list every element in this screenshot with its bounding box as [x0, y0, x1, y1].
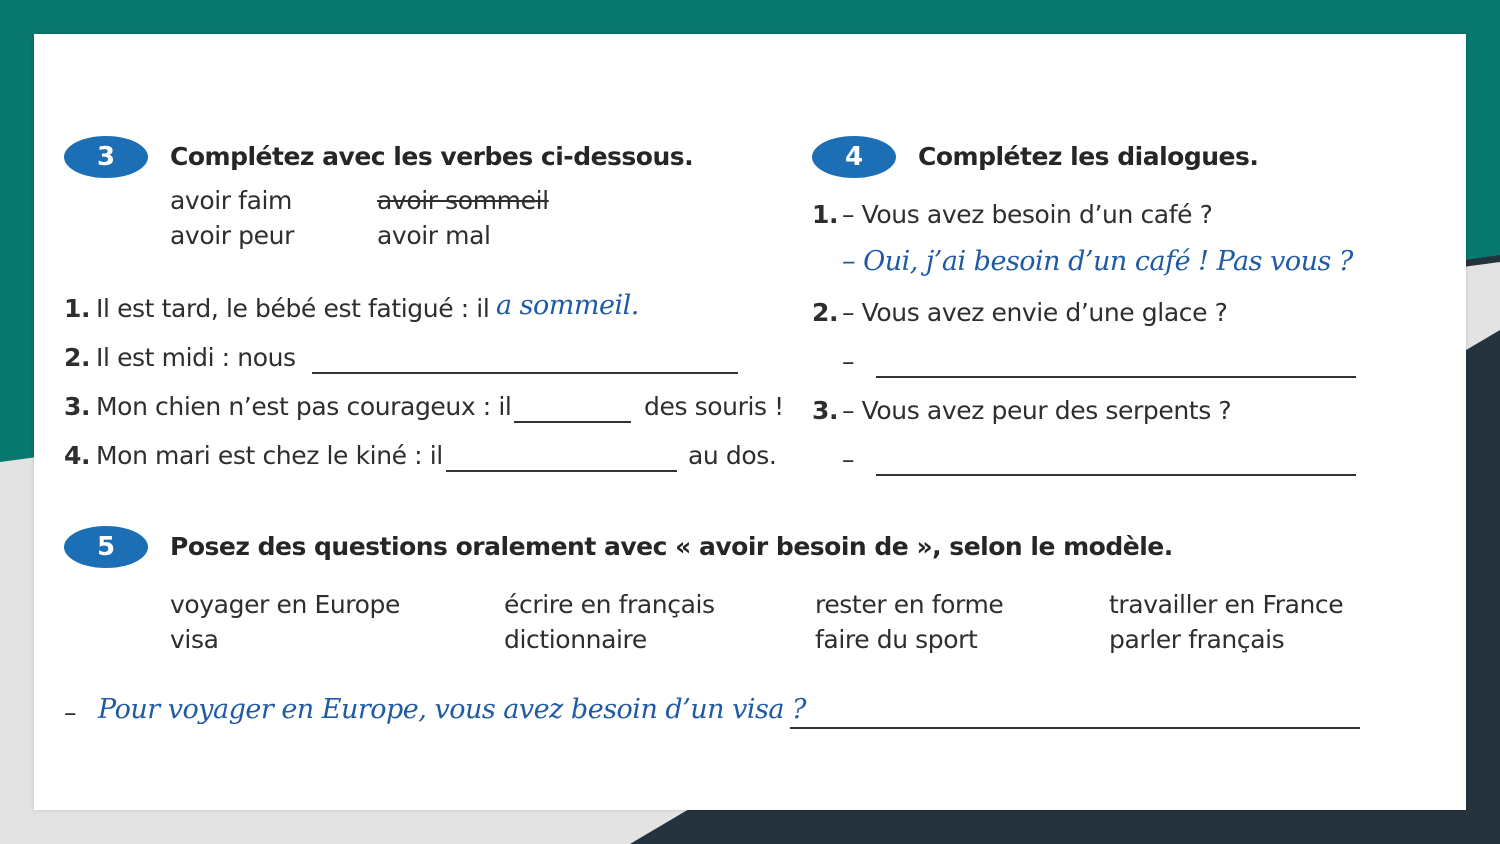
exercise-number-badge: 5 — [64, 526, 148, 568]
exercise-title: Complétez avec les verbes ci-dessous. — [170, 142, 694, 171]
verb-option-crossed: avoir sommeil — [377, 186, 549, 215]
dialogue-question: – Vous avez peur des serpents ? — [842, 396, 1232, 425]
answer-blank[interactable] — [876, 474, 1356, 476]
answer-blank[interactable] — [876, 376, 1356, 378]
exercise-title: Posez des questions oralement avec « avoir besoin de », selon le modèle. — [170, 532, 1173, 561]
verb-option: avoir faim — [170, 186, 293, 215]
prompt-word: voyager en Europe — [170, 590, 400, 619]
exercise-title: Complétez les dialogues. — [918, 142, 1259, 171]
item-text: Il est tard, le bébé est fatigué : il — [96, 294, 490, 323]
answer-blank[interactable] — [790, 727, 1360, 729]
prompt-word: rester en forme — [815, 590, 1004, 619]
prompt-word: faire du sport — [815, 625, 978, 654]
prompt-word: dictionnaire — [504, 625, 647, 654]
handwritten-answer: – Oui, j’ai besoin d’un café ! Pas vous ? — [842, 246, 1353, 277]
worksheet-page — [34, 34, 1466, 810]
handwritten-answer: a sommeil. — [496, 290, 639, 321]
item-number: 3. — [812, 396, 839, 425]
dialogue-question: – Vous avez besoin d’un café ? — [842, 200, 1213, 229]
answer-dash: – — [64, 698, 77, 727]
answer-blank[interactable] — [514, 421, 631, 423]
answer-dash: – — [842, 445, 855, 474]
item-number: 1. — [812, 200, 839, 229]
prompt-word: travailler en France — [1109, 590, 1344, 619]
exercise-number-badge: 4 — [812, 136, 896, 178]
answer-blank[interactable] — [312, 372, 738, 374]
dialogue-question: – Vous avez envie d’une glace ? — [842, 298, 1228, 327]
item-number: 1. — [64, 294, 91, 323]
handwritten-model-answer: Pour voyager en Europe, vous avez besoin d’un visa ? — [98, 694, 807, 725]
exercise-number-badge: 3 — [64, 136, 148, 178]
verb-option: avoir peur — [170, 221, 294, 250]
item-text-end: des souris ! — [644, 392, 784, 421]
item-number: 2. — [64, 343, 91, 372]
item-text-end: au dos. — [688, 441, 777, 470]
item-number: 2. — [812, 298, 839, 327]
prompt-word: parler français — [1109, 625, 1285, 654]
item-text: Mon chien n’est pas courageux : il — [96, 392, 512, 421]
answer-dash: – — [842, 347, 855, 376]
prompt-word: écrire en français — [504, 590, 715, 619]
verb-option: avoir mal — [377, 221, 491, 250]
item-number: 4. — [64, 441, 91, 470]
item-text: Il est midi : nous — [96, 343, 296, 372]
item-text: Mon mari est chez le kiné : il — [96, 441, 443, 470]
prompt-word: visa — [170, 625, 219, 654]
answer-blank[interactable] — [446, 470, 677, 472]
item-number: 3. — [64, 392, 91, 421]
